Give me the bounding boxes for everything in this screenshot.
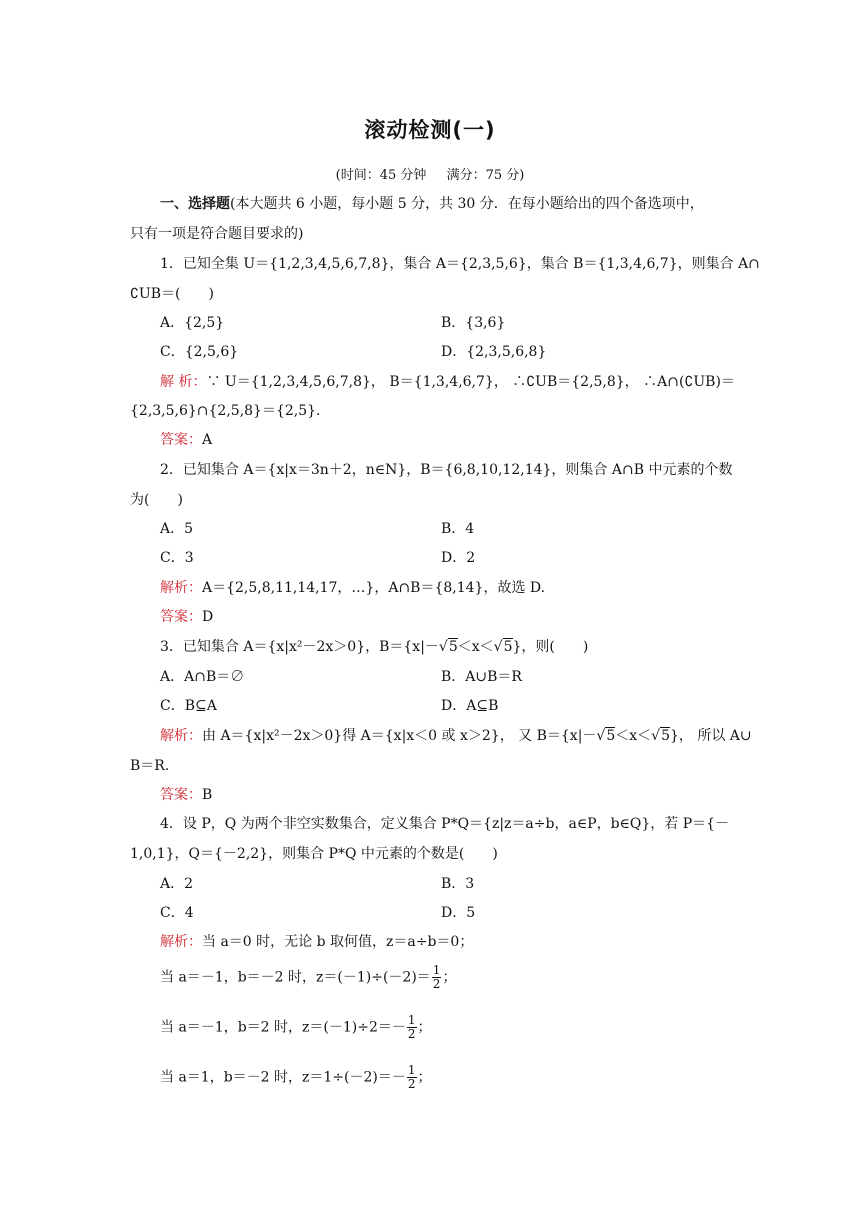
q3-analysis-b: B＝R.	[130, 758, 170, 774]
q4-option-a: A．2	[160, 876, 194, 892]
q4-analysis-3	[160, 1014, 432, 1041]
q4-analysis-4	[160, 1064, 432, 1091]
q4-option-d: D．5	[441, 905, 476, 921]
q2-stem-a: 2．已知集合 A＝{x|x＝3n＋2，n∈N}，B＝{6,8,10,12,14}，则集合 A∩B 中元素的个数	[160, 462, 733, 478]
answer-label: 答案：	[160, 432, 202, 448]
analysis-pre: 由 A＝{x|x²－2x＞0}得 A＝{x|x＜0 或 x＞2}， 又 B＝{x|－	[202, 728, 597, 744]
exam-meta	[0, 164, 860, 183]
sqrt-radicand: 5	[448, 639, 458, 655]
analysis-post: }， 所以 A∪	[670, 728, 752, 744]
q4-option-c: C．4	[160, 905, 194, 921]
section-desc-b: 只有一项是符合题目要求的)	[130, 226, 304, 242]
q3-answer	[160, 785, 212, 805]
q1-option-c: C．{2,5,6}	[160, 344, 239, 360]
fraction	[407, 1064, 417, 1091]
section-label: 一、选择题	[160, 196, 230, 212]
answer-label: 答案：	[160, 787, 202, 803]
analysis-text: 当 a＝－1，b＝2 时，z＝(－1)÷2＝－	[160, 1019, 406, 1036]
q1-option-b: B．{3,6}	[441, 315, 506, 331]
section-heading	[160, 194, 704, 214]
q4-stem-a: 4．设 P，Q 为两个非空实数集合，定义集合 P*Q＝{z|z＝a÷b，a∈P，b∈Q}，若 P＝{－	[160, 816, 730, 832]
analysis-label: 解析：	[160, 934, 202, 950]
fraction-numerator: 1	[407, 1063, 416, 1077]
line-tail: ；	[417, 1069, 432, 1086]
q1-option-d: D．{2,3,5,6,8}	[441, 344, 547, 360]
q2-analysis	[160, 578, 545, 598]
q4-analysis-1	[160, 932, 473, 952]
q3-option-b: B．A∪B＝R	[441, 669, 522, 685]
fraction	[407, 1014, 417, 1041]
q1-stem-a: 1．已知全集 U＝{1,2,3,4,5,6,7,8}，集合 A＝{2,3,5,6}，集合 B＝{1,3,4,6,7}，则集合 A∩	[160, 256, 760, 272]
sqrt-radicand: 5	[503, 639, 513, 655]
q3-option-a: A．A∩B＝∅	[160, 669, 245, 685]
q1-analysis-b: {2,3,5,6}∩{2,5,8}＝{2,5}．	[130, 403, 331, 419]
answer-value: B	[202, 787, 213, 803]
analysis-text: 当 a＝－1，b＝－2 时，z＝(－1)÷(－2)＝	[160, 969, 431, 986]
analysis-text: A＝{2,5,8,11,14,17，…}，A∩B＝{8,14}，故选 D.	[202, 580, 546, 596]
q2-answer	[160, 607, 213, 627]
q1-answer	[160, 430, 212, 450]
q1-stem-b: ∁UB＝( )	[130, 286, 214, 302]
q4-option-b: B．3	[441, 876, 475, 892]
q2-option-a: A．5	[160, 521, 194, 537]
line-tail: ；	[442, 969, 457, 986]
fraction-numerator: 1	[432, 963, 441, 977]
fraction-denominator: 2	[432, 977, 441, 991]
analysis-mid: ＜x＜	[615, 728, 652, 744]
q2-option-d: D．2	[441, 550, 476, 566]
q2-stem-b: 为( )	[130, 492, 183, 508]
analysis-label: 解析：	[160, 728, 202, 744]
q1-option-a: A．{2,5}	[160, 315, 225, 331]
stem-mid: ＜x＜	[457, 639, 494, 655]
q3-option-d: D．A⊆B	[441, 698, 499, 714]
q3-option-c: C．B⊆A	[160, 698, 217, 714]
q4-analysis-2	[160, 964, 456, 991]
analysis-label: 解析：	[160, 580, 202, 596]
answer-value: D	[202, 609, 214, 625]
analysis-text: 当 a＝0 时，无论 b 取何值，z＝a÷b＝0；	[202, 934, 474, 950]
answer-value: A	[202, 432, 213, 448]
time-limit: (时间：45 分钟	[335, 168, 427, 183]
section-desc-a: (本大题共 6 小题，每小题 5 分，共 30 分．在每小题给出的四个备选项中，	[230, 196, 704, 212]
answer-label: 答案：	[160, 609, 202, 625]
line-tail: ；	[417, 1019, 432, 1036]
fraction-denominator: 2	[407, 1077, 416, 1091]
fraction	[432, 964, 442, 991]
q2-option-b: B．4	[441, 521, 475, 537]
stem-pre: 3．已知集合 A＝{x|x²－2x＞0}，B＝{x|－	[160, 639, 439, 655]
stem-post: }，则( )	[512, 639, 589, 655]
sqrt-radicand: 5	[661, 728, 670, 744]
q3-stem: 3．已知集合 A＝{x|x²－2x＞0}，B＝{x|－√5＜x＜√5}，则( )	[160, 639, 589, 655]
q3-analysis-a: 解析：由 A＝{x|x²－2x＞0}得 A＝{x|x＜0 或 x＞2}， 又 B＝{x|－√5＜x＜√5}， 所以 A∪	[160, 728, 752, 744]
page-title: 滚动检测(一)	[364, 118, 496, 142]
analysis-text: ∵ U＝{1,2,3,4,5,6,7,8}， B＝{1,3,4,6,7}， ∴∁UB＝{2,5,8}， ∴A∩(∁UB)＝	[206, 374, 735, 390]
analysis-text: 当 a＝1，b＝－2 时，z＝1÷(－2)＝－	[160, 1069, 406, 1086]
fraction-numerator: 1	[407, 1013, 416, 1027]
q2-option-c: C．3	[160, 550, 194, 566]
q1-analysis-a	[160, 372, 735, 392]
full-score: 满分：75 分)	[446, 168, 525, 183]
q4-stem-b: 1,0,1}，Q＝{－2,2}，则集合 P*Q 中元素的个数是( )	[130, 846, 498, 862]
fraction-denominator: 2	[407, 1027, 416, 1041]
analysis-label: 解 析：	[160, 374, 207, 390]
sqrt-radicand: 5	[606, 728, 616, 744]
